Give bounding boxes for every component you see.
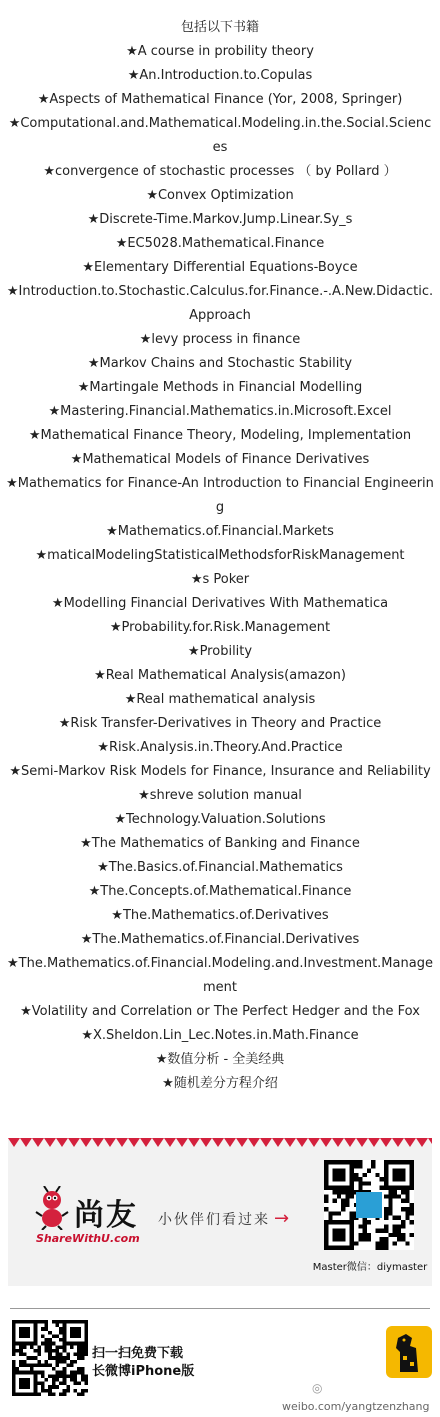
list-item: ★数值分析 - 全美经典: [155, 1052, 285, 1067]
list-item: ★随机差分方程介绍: [162, 1076, 278, 1091]
list-item: ★Mastering.Financial.Mathematics.in.Microsoft.Excel: [48, 404, 392, 419]
list-item: ★Mathematical Finance Theory, Modeling, Implementation: [28, 428, 412, 443]
logo-english-text: ShareWithU.com: [36, 1232, 140, 1245]
list-item: ★Convex Optimization: [146, 188, 294, 203]
list-item: ★The.Mathematics.of.Financial.Derivatives: [80, 932, 360, 947]
list-item: ★Real Mathematical Analysis(amazon): [94, 668, 346, 683]
weibo-watermark[interactable]: weibo.com/yangtzenzhang: [282, 1400, 430, 1413]
list-item: ★Introduction.to.Stochastic.Calculus.for.Finance.-.A.New.Didactic.Approach: [6, 284, 434, 323]
list-item: ★Real mathematical analysis: [124, 692, 316, 707]
list-item: ★The.Mathematics.of.Derivatives: [111, 908, 329, 923]
app-download-line1: 扫一扫免费下载: [92, 1346, 184, 1361]
wechat-qr-label: Master微信：diymaster: [312, 1262, 428, 1273]
list-item: ★Martingale Methods in Financial Modelling: [77, 380, 363, 395]
list-item: ★convergence of stochastic processes （ by Pollard ）: [43, 164, 397, 179]
list-item: ★Computational.and.Mathematical.Modeling.in.the.Social.Sciences: [8, 116, 432, 155]
list-item: ★The.Mathematics.of.Financial.Modeling.and.Investment.Management: [7, 956, 433, 995]
list-item: ★Technology.Valuation.Solutions: [114, 812, 326, 827]
list-title: 包括以下书籍: [180, 20, 259, 35]
ant-mascot-icon: [34, 1186, 74, 1230]
giraffe-app-icon[interactable]: [386, 1326, 432, 1378]
slogan-text: 小伙伴们看过来: [158, 1212, 270, 1228]
list-item: ★A course in probility theory: [126, 44, 314, 59]
books: [6, 40, 434, 1096]
list-item: ★Mathematics.of.Financial.Markets: [106, 524, 334, 539]
list-item: ★Modelling Financial Derivatives With Mathematica: [51, 596, 389, 611]
weibo-icon: ◎: [312, 1381, 323, 1395]
list-item: ★An.Introduction.to.Copulas: [127, 68, 313, 83]
list-item: ★Risk Transfer-Derivatives in Theory and Practice: [58, 716, 382, 731]
logo-chinese-text: 尚友: [74, 1198, 138, 1233]
list-item: ★Risk.Analysis.in.Theory.And.Practice: [97, 740, 343, 755]
footer-divider: [10, 1308, 430, 1309]
list-item: ★Mathematical Models of Finance Derivatives: [70, 452, 370, 467]
list-item: ★Mathematics for Finance-An Introduction to Financial Engineering: [6, 476, 434, 515]
list-item: ★shreve solution manual: [138, 788, 302, 803]
app-download-qr-code: [12, 1320, 88, 1396]
list-item: ★s Poker: [190, 572, 250, 587]
list-item: ★Volatility and Correlation or The Perfect Hedger and the Fox: [20, 1004, 420, 1019]
list-item: ★Markov Chains and Stochastic Stability: [87, 356, 353, 371]
list-item: ★EC5028.Mathematical.Finance: [115, 236, 325, 251]
list-item: ★Discrete-Time.Markov.Jump.Linear.Sy_s: [87, 212, 353, 227]
list-item: ★Probility: [187, 644, 253, 659]
list-item: ★levy process in finance: [139, 332, 301, 347]
list-item: ★X.Sheldon.Lin_Lec.Notes.in.Math.Finance: [81, 1028, 359, 1043]
app-download-line2: 长微博iPhone版: [92, 1364, 195, 1379]
arrow-right-icon: →: [274, 1208, 292, 1229]
wechat-qr-code: [324, 1160, 414, 1250]
list-item: ★The.Concepts.of.Mathematical.Finance: [88, 884, 352, 899]
promo-banner[interactable]: [8, 1138, 432, 1286]
list-item: ★Elementary Differential Equations-Boyce: [82, 260, 358, 275]
list-item: ★Semi-Markov Risk Models for Finance, Insurance and Reliability: [9, 764, 431, 779]
list-item: ★maticalModelingStatisticalMethodsforRiskManagement: [35, 548, 405, 563]
sharewithu-logo[interactable]: [34, 1186, 164, 1256]
list-item: ★The.Basics.of.Financial.Mathematics: [97, 860, 343, 875]
list-item: ★Probability.for.Risk.Management: [109, 620, 331, 635]
list-item: ★Aspects of Mathematical Finance (Yor, 2008, Springer): [37, 92, 403, 107]
slogan: [158, 1208, 291, 1229]
list-item: ★The Mathematics of Banking and Finance: [80, 836, 360, 851]
zigzag-border: [8, 1138, 432, 1148]
book-list: [6, 16, 434, 1096]
